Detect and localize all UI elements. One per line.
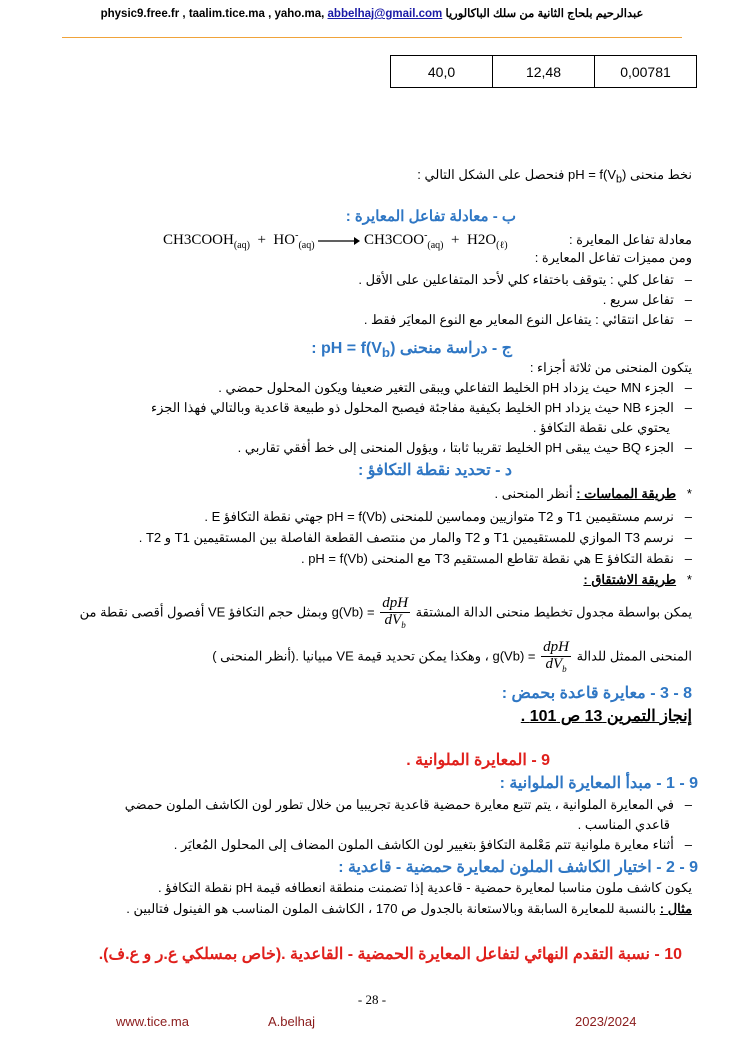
section-9-1-list [40, 795, 692, 855]
page-number: - 28 - [357, 992, 387, 1007]
section-8-3-title: 8 - 3 - معايرة قاعدة بحمض : [501, 685, 692, 702]
example-label: مثال : [659, 901, 692, 916]
list-item: – تفاعل سريع . [602, 292, 692, 307]
fraction-denominator [383, 613, 408, 630]
list-item: – الجزء BQ حيث يبقى pH الخليط تقريبا ثابتا ، ويؤول المنحنى إلى خط أفقي تقاربي . [237, 440, 692, 455]
table-cell: 40,0 [391, 56, 493, 88]
derivative-text-c: المنحنى الممثل للدالة [576, 648, 692, 664]
equation-label: معادلة تفاعل المعايرة : [568, 232, 692, 247]
eq-r2-sup: - [295, 230, 299, 241]
method-2: * طريقة الاشتقاق : [583, 572, 692, 587]
section-9-title: 9 - المعايرة الملوانية . [406, 752, 550, 769]
header-text: عبدالرحيم بلحاج الثانية من سلك الباكالوريا physic9.free.fr , taalim.tice.ma , yaho.ma, [100, 8, 644, 20]
section-b-title: ب - معادلة تفاعل المعايرة : [345, 208, 516, 225]
eq-p1: CH3COO [364, 232, 425, 248]
eq-p1-sup: - [424, 230, 428, 241]
section-j-title-end: ) : [311, 340, 396, 357]
section-j-title [311, 338, 512, 360]
list-item-text: يحتوي على نقطة التكافؤ . [532, 420, 670, 435]
derivative-text-a: يمكن بواسطة مجدول تخطيط منحنى الدالة المشتقة [415, 604, 692, 620]
method-1: * طريقة المماسات : أنظر المنحنى . [494, 486, 692, 501]
section-d-title: د - تحديد نقطة التكافؤ : [357, 462, 512, 479]
intro-text: نخط منحنى pH = f(V [567, 167, 692, 182]
section-j-title-text: ج - دراسة منحنى pH = f(V [321, 340, 512, 357]
eq-plus: + [257, 232, 266, 248]
method-2-line-1 [40, 596, 692, 630]
list-item-text: نقطة التكافؤ E هي نقطة تقاطع المستقيم T3 مع المنحنى pH = f(Vb) . [300, 551, 674, 566]
method-2-line-2 [212, 640, 692, 674]
fraction-numerator: dpH [543, 639, 569, 655]
list-item-text: الجزء BQ حيث يبقى pH الخليط تقريبا ثابتا ، ويؤول المنحنى إلى خط أفقي تقاربي . [237, 440, 674, 455]
fraction-numerator: dpH [382, 595, 409, 611]
derivative-fraction [380, 596, 410, 630]
list-item: – نقطة التكافؤ E هي نقطة تقاطع المستقيم T3 مع المنحنى pH = f(Vb) . [300, 551, 692, 566]
list-item-text: نرسم مستقيمين T1 و T2 متوازيين ومماسين للمنحنى pH = f(Vb) جهتي نقطة التكافؤ E . [204, 509, 674, 524]
list-item: – نرسم مستقيمين T1 و T2 متوازيين ومماسين للمنحنى pH = f(Vb) جهتي نقطة التكافؤ E . [204, 509, 692, 524]
footer-left: www.tice.ma [116, 1014, 189, 1029]
method-2-title: طريقة الاشتقاق : [583, 572, 677, 587]
eq-plus: + [451, 232, 460, 248]
reaction-arrow-icon [318, 236, 360, 246]
method-1-steps [40, 506, 692, 569]
eq-r2-sub: (aq) [298, 240, 315, 251]
eq-p2-sub: (ℓ) [496, 240, 508, 251]
exercise-reference: إنجاز التمرين 13 ص 101 . [520, 708, 692, 725]
intro-sub: b [616, 173, 623, 186]
list-item: – نرسم T3 الموازي للمستقيمين T1 و T2 والمار من منتصف القطعة الفاصلة بين المستقيمين T1 و T2 . [138, 530, 692, 545]
list-item-text: الجزء MN حيث يزداد pH الخليط التفاعلي ويبقى التغير ضعيفا ويكون المحلول حمضي . [218, 380, 674, 395]
section-j-title-sub: b [381, 345, 391, 361]
derivative-text-d: = g(Vb) ، وهكذا يمكن تحديد قيمة VE مبيانيا .(أنظر المنحنى ) [212, 648, 536, 664]
list-item-text: الجزء NB حيث يزداد pH الخليط بكيفية مفاجئة فيصبح المحلول ذو طبيعة قاعدية وبالتالي فهذا الجزء [151, 400, 674, 415]
list-item: – تفاعل انتقائي : يتفاعل النوع المعاير مع النوع المعايَر فقط . [363, 312, 692, 327]
fraction-denominator-text: dV [384, 611, 402, 628]
section-10-title: 10 - نسبة التقدم النهائي لتفاعل المعايرة الحمضية - القاعدية .(خاص بمسلكي ع.ر و ع.ف). [98, 946, 682, 963]
method-1-rest: أنظر المنحنى . [494, 486, 577, 501]
list-item-text: قاعدي المناسب . [577, 817, 670, 832]
list-item: – الجزء MN حيث يزداد pH الخليط التفاعلي ويبقى التغير ضعيفا ويكون المحلول حمضي . [218, 380, 692, 395]
list-item-continuation [40, 418, 692, 438]
list-item: – في المعايرة الملوانية ، يتم تتبع معايرة حمضية قاعدية تجريبيا من خلال تطور لون الكاشف الملون حمضي [124, 797, 692, 812]
fraction-denominator [543, 657, 568, 674]
fraction-denominator-sub: b [401, 619, 406, 630]
fraction-denominator-text: dV [545, 655, 563, 672]
features-label: ومن مميزات تفاعل المعايرة : [534, 250, 692, 265]
example-line [126, 901, 692, 917]
list-item-text: تفاعل كلي : يتوقف باختفاء كلي لأحد المتفاعلين على الأقل . [358, 272, 674, 287]
footer-right: 2023/2024 [575, 1014, 637, 1029]
curve-parts-list [40, 378, 692, 458]
section-j-intro: يتكون المنحنى من ثلاثة أجزاء : [529, 360, 692, 375]
derivative-text-b: = g(Vb) وبمثل حجم التكافؤ VE أفصول أقصى نقطة من [79, 604, 375, 620]
eq-r1: CH3COOH [163, 232, 234, 248]
list-item: – تفاعل كلي : يتوقف باختفاء كلي لأحد المتفاعلين على الأقل . [358, 272, 692, 287]
list-item-continuation [40, 815, 692, 835]
list-item-text: تفاعل انتقائي : يتفاعل النوع المعاير مع النوع المعايَر فقط . [363, 312, 674, 327]
header-email[interactable]: abbelhaj@gmail.com [327, 8, 443, 20]
eq-p2: H2O [466, 232, 497, 248]
list-item: – أثناء معايرة ملوانية تتم مَعْلمة التكافؤ بتغيير لون الكاشف الملون المضاف إلى المحلول المُعايَر . [173, 837, 692, 852]
eq-p1-sub: (aq) [427, 240, 444, 251]
table-cell: 0,00781 [595, 56, 697, 88]
section-9-2-text: يكون كاشف ملون مناسبا لمعايرة حمضية - قاعدية إذا تضمنت منطقة انعطافه قيمة pH نقطة التكافؤ . [158, 880, 692, 895]
footer-center: A.belhaj [268, 1014, 315, 1029]
list-item: – الجزء NB حيث يزداد pH الخليط بكيفية مفاجئة فيصبح المحلول ذو طبيعة قاعدية وبالتالي فهذا الجزء [151, 400, 692, 415]
features-list [40, 270, 692, 330]
list-item-text: نرسم T3 الموازي للمستقيمين T1 و T2 والمار من منتصف القطعة الفاصلة بين المستقيمين T1 و T2 . [138, 530, 674, 545]
eq-r1-sub: (aq) [233, 240, 250, 251]
data-table [390, 55, 697, 88]
list-item-text: في المعايرة الملوانية ، يتم تتبع معايرة حمضية قاعدية تجريبيا من خلال تطور لون الكاشف الملون حمضي [124, 797, 674, 812]
header-divider [62, 37, 682, 38]
page-header [0, 6, 744, 20]
list-item-text: أثناء معايرة ملوانية تتم مَعْلمة التكافؤ بتغيير لون الكاشف الملون المضاف إلى المحلول المُعايَر . [173, 837, 674, 852]
list-item-text: تفاعل سريع . [602, 292, 674, 307]
section-9-2-title: 9 - 2 - اختيار الكاشف الملون لمعايرة حمضية - قاعدية : [338, 859, 698, 876]
intro-end: ) فنحصل على الشكل التالي : [417, 167, 627, 182]
fraction-denominator-sub: b [562, 663, 567, 674]
table-row [391, 56, 697, 88]
example-text: بالنسبة للمعايرة السابقة وبالاستعانة بالجدول ص 170 ، الكاشف الملون المناسب هو الفينول فتالبين . [126, 901, 660, 916]
method-1-title: طريقة المماسات : [576, 486, 677, 501]
derivative-fraction [541, 640, 571, 674]
table-cell: 12,48 [493, 56, 595, 88]
intro-line [417, 167, 692, 186]
section-9-1-title: 9 - 1 - مبدأ المعايرة الملوانية : [499, 775, 698, 792]
reaction-equation [163, 230, 508, 251]
eq-r2: HO [273, 232, 296, 248]
